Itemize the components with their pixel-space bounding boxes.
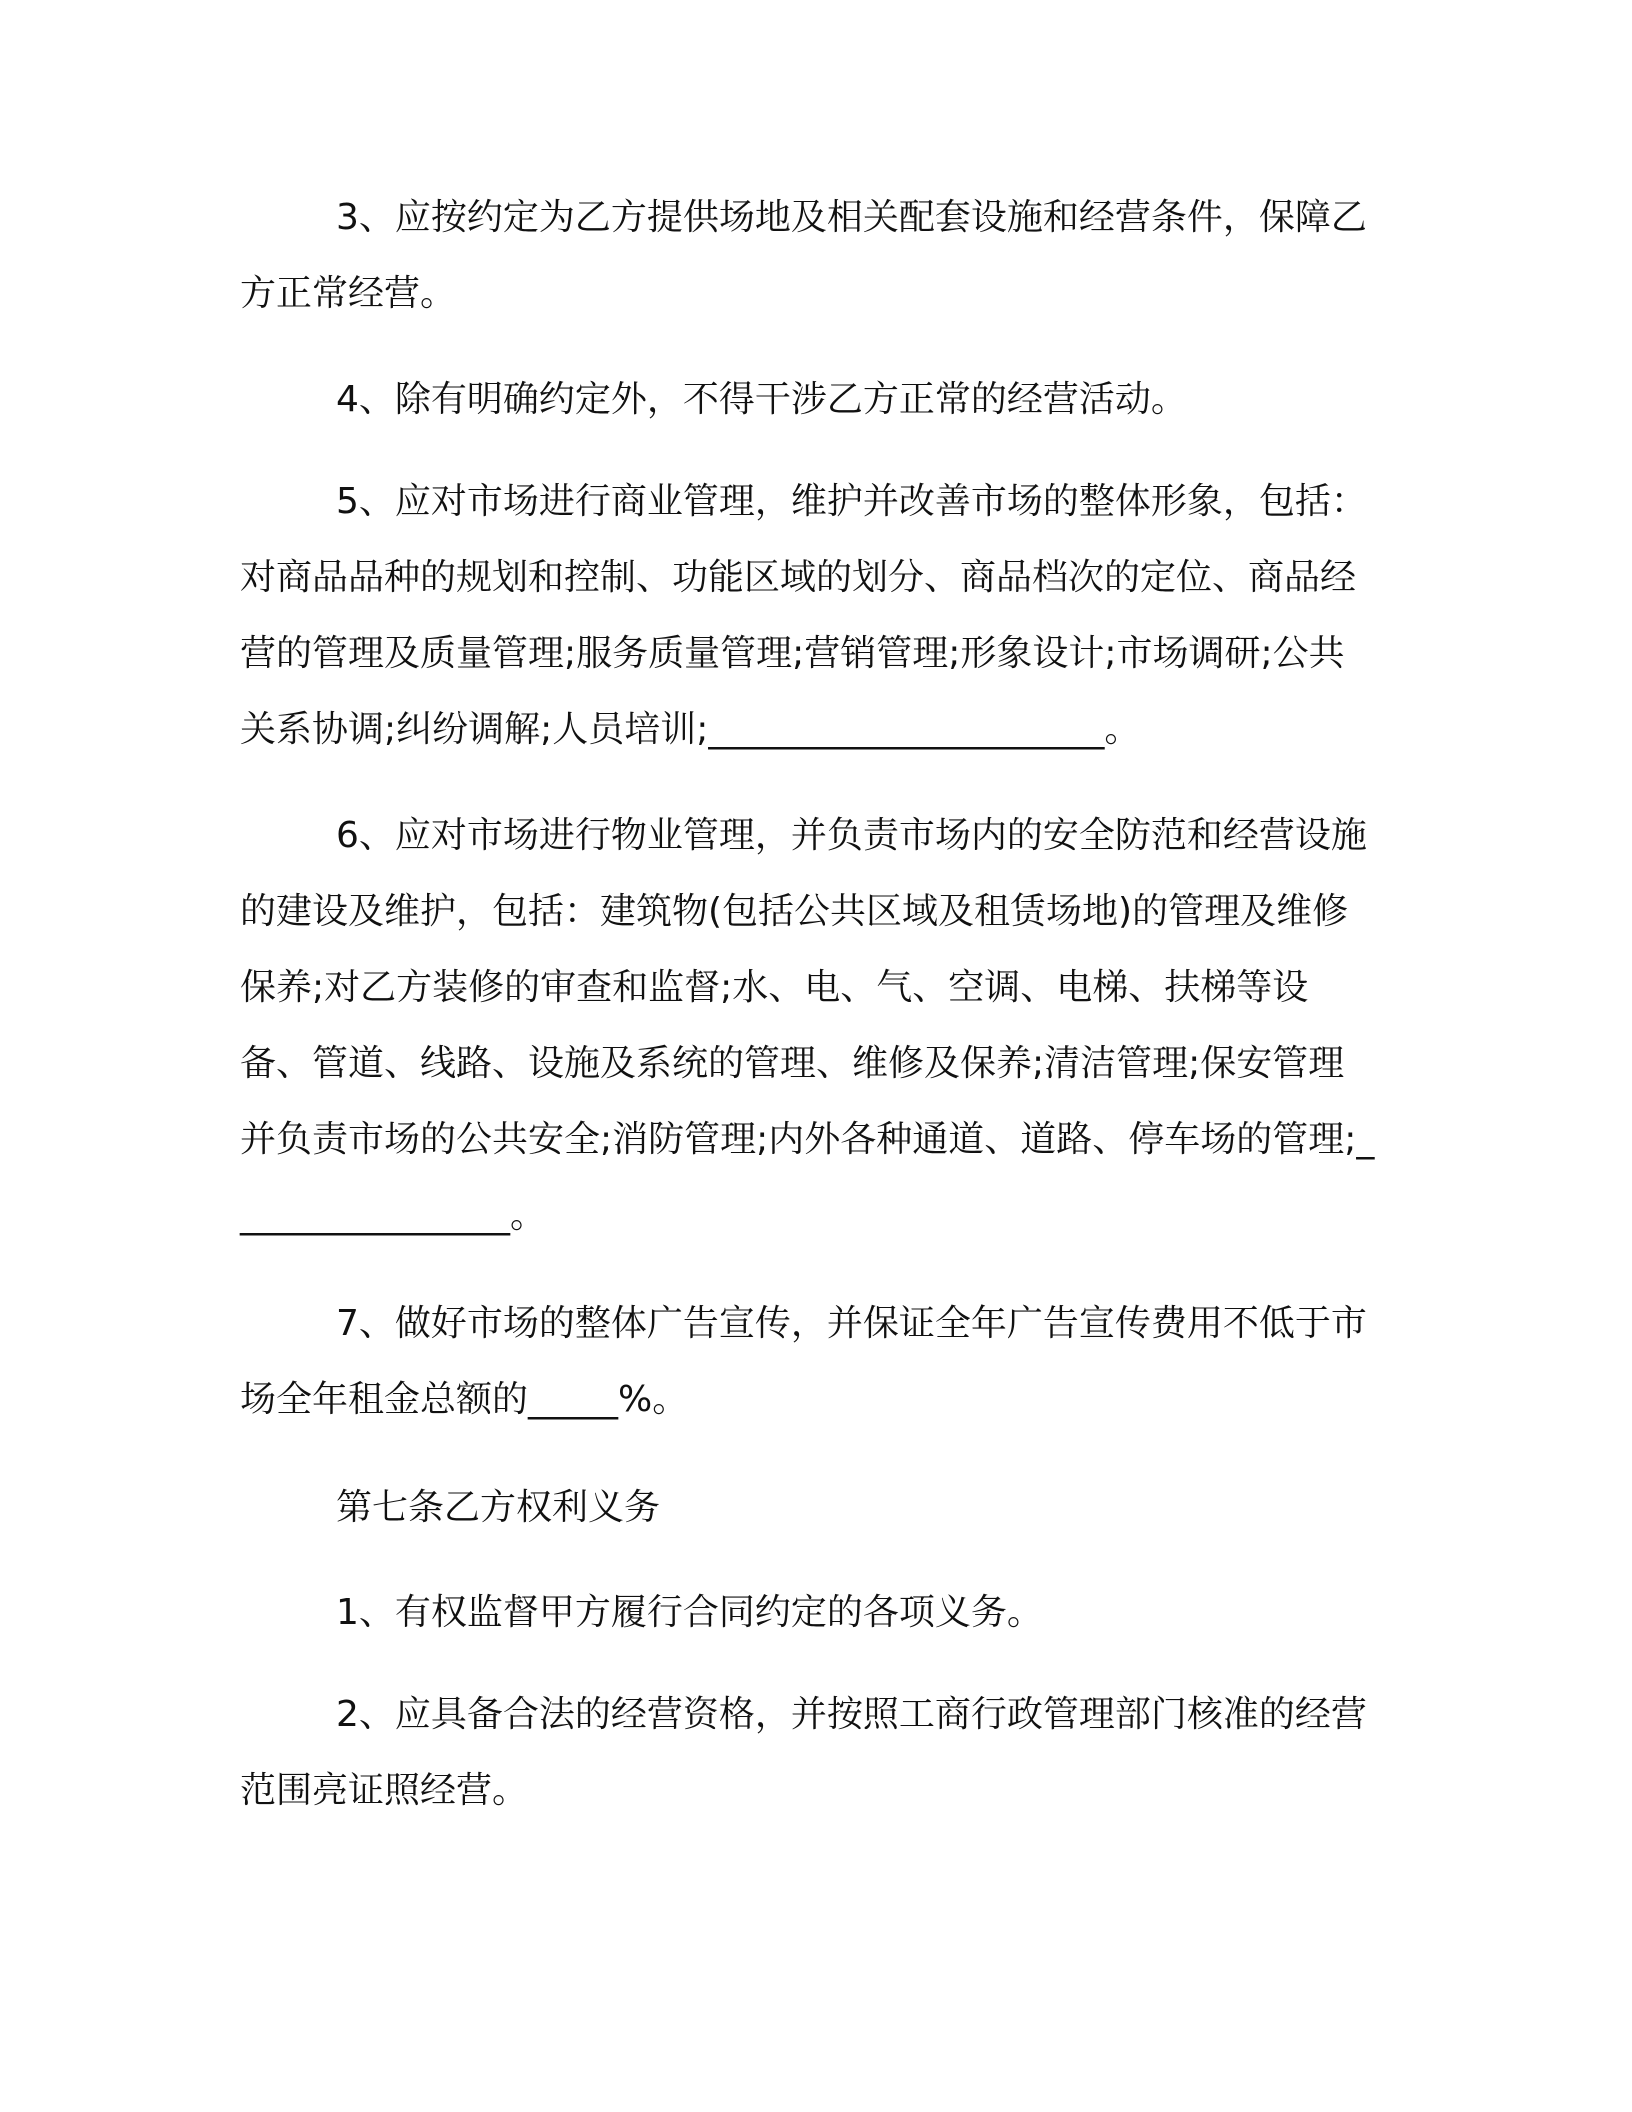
clause-3-provide-site: 3、应按约定为乙方提供场地及相关配套设施和经营条件，保障乙方正常经营。: [240, 197, 1367, 314]
clause-4-no-interference: 4、除有明确约定外，不得干涉乙方正常的经营活动。: [336, 379, 1187, 420]
clause-7-advertising: 7、做好市场的整体广告宣传，并保证全年广告宣传费用不低于市场全年租金总额的_____%。: [240, 1303, 1367, 1420]
party-b-clause-1: 1、有权监督甲方履行合同约定的各项义务。: [336, 1592, 1043, 1633]
clause-5-commercial-management: 5、应对市场进行商业管理，维护并改善市场的整体形象，包括：对商品品种的规划和控制、功能区域的划分、商品档次的定位、商品经营的管理及质量管理;服务质量管理;营销管理;形象设计;市场调研;公共关系协调;纠纷调解;人员培训;______________________。: [240, 481, 1367, 750]
party-b-clause-2: 2、应具备合法的经营资格，并按照工商行政管理部门核准的经营范围亮证照经营。: [240, 1694, 1367, 1811]
article-7-heading: 第七条乙方权利义务: [336, 1487, 661, 1528]
clause-6-property-management: 6、应对市场进行物业管理，并负责市场内的安全防范和经营设施的建设及维护，包括：建筑物(包括公共区域及租赁场地)的管理及维修保养;对乙方装修的审查和监督;水、电、气、空调、电梯、扶梯等设备、管道、线路、设施及系统的管理、维修及保养;清洁管理;保安管理并负责市场的公共安全;消防管理;内外各种通道、道路、停车场的管理;________________。: [240, 815, 1375, 1236]
